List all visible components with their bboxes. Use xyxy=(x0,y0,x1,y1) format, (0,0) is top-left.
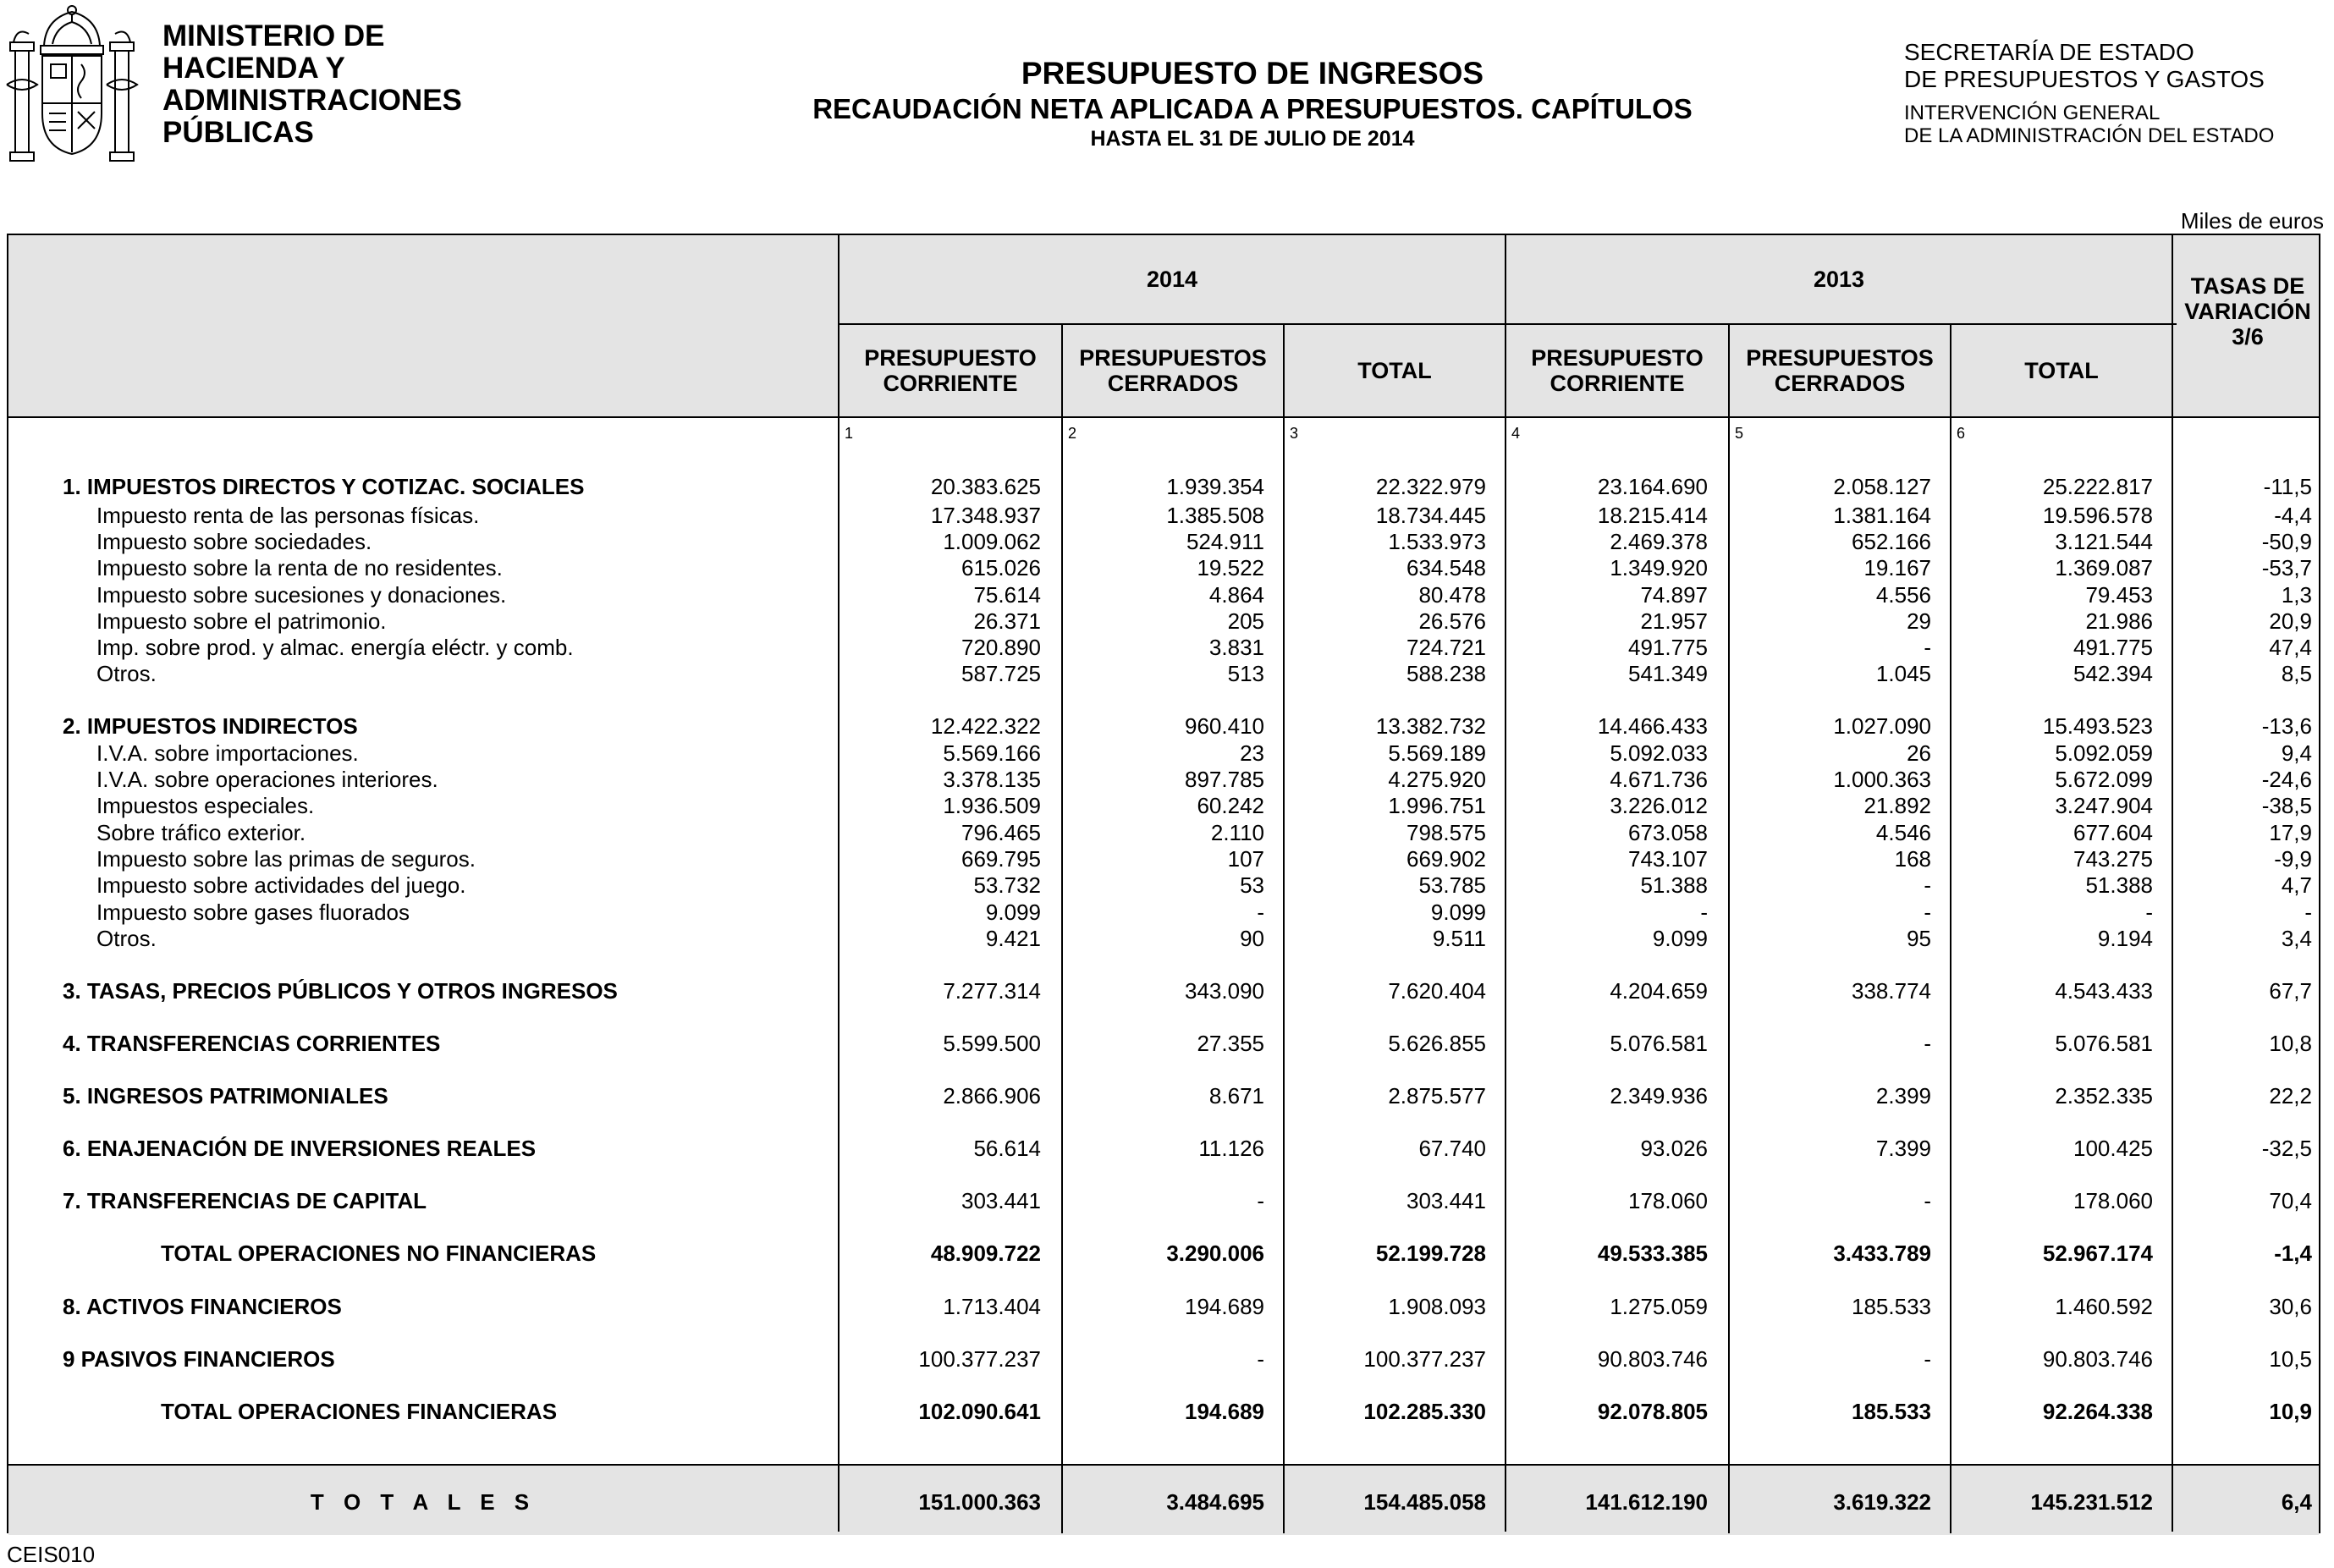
ministry-line: PÚBLICAS xyxy=(162,116,314,149)
coat-of-arms-logo xyxy=(3,3,140,166)
row-value: - xyxy=(1924,900,1931,925)
table-row xyxy=(8,555,2319,580)
row-value: 303.441 xyxy=(1406,1188,1486,1213)
row-label: Otros. xyxy=(96,926,157,951)
row-value: 1,3 xyxy=(2281,582,2312,608)
table-row xyxy=(8,1188,2319,1213)
row-value: 677.604 xyxy=(2073,820,2153,845)
row-value: 92.264.338 xyxy=(2042,1399,2153,1424)
row-value: 3.484.695 xyxy=(1166,1489,1264,1515)
row-value: 4.671.736 xyxy=(1610,767,1708,792)
row-value: 51.388 xyxy=(2085,872,2153,898)
row-value: 615.026 xyxy=(961,555,1041,580)
table-row xyxy=(8,1031,2319,1056)
row-value: - xyxy=(1257,1346,1264,1372)
row-value: 669.902 xyxy=(1406,846,1486,872)
row-value: 15.493.523 xyxy=(2042,713,2153,739)
row-value: 9.511 xyxy=(1432,926,1486,951)
row-value: 669.795 xyxy=(961,846,1041,872)
table-row xyxy=(8,582,2319,608)
row-value: 9.099 xyxy=(1430,900,1486,925)
row-value: 90.803.746 xyxy=(1597,1346,1708,1372)
secretariat-line: DE PRESUPUESTOS Y GASTOS xyxy=(1904,66,2265,92)
row-value: 8,5 xyxy=(2281,661,2312,686)
row-value: 52.199.728 xyxy=(1375,1241,1486,1266)
table-row xyxy=(8,713,2319,739)
row-value: 2.399 xyxy=(1875,1083,1931,1109)
row-value: - xyxy=(1924,635,1931,660)
row-value: 960.410 xyxy=(1185,713,1264,739)
column-number: 1 xyxy=(845,425,854,442)
row-value: 21.986 xyxy=(2085,608,2153,634)
col-header-line: CORRIENTE xyxy=(883,371,1018,396)
row-value: 1.996.751 xyxy=(1388,793,1486,818)
row-value: - xyxy=(2304,900,2312,925)
row-value: 491.775 xyxy=(1628,635,1708,660)
variation-rate-line: TASAS DE xyxy=(2190,273,2305,299)
row-value: -13,6 xyxy=(2261,713,2312,739)
row-value: 5.672.099 xyxy=(2055,767,2153,792)
row-value: 3.378.135 xyxy=(943,767,1041,792)
column-number: 6 xyxy=(1957,425,1966,442)
row-value: 2.110 xyxy=(1210,820,1264,845)
col-header-line: CORRIENTE xyxy=(1550,371,1685,396)
variation-rate-header xyxy=(2173,269,2322,354)
row-label: 6. ENAJENACIÓN DE INVERSIONES REALES xyxy=(63,1136,537,1161)
row-value: -4,4 xyxy=(2274,503,2312,528)
row-value: 49.533.385 xyxy=(1597,1241,1708,1266)
row-value: 100.377.237 xyxy=(1363,1346,1486,1372)
row-value: 178.060 xyxy=(2073,1188,2153,1213)
table-row xyxy=(8,820,2319,845)
row-value: 80.478 xyxy=(1418,582,1486,608)
col-current-budget-2013 xyxy=(1506,325,1728,416)
row-value: 145.231.512 xyxy=(2030,1489,2153,1515)
row-value: 107 xyxy=(1227,846,1264,872)
row-value: 343.090 xyxy=(1185,978,1264,1004)
row-label: 9 PASIVOS FINANCIEROS xyxy=(63,1346,335,1372)
row-value: 53.732 xyxy=(973,872,1041,898)
table-row xyxy=(8,1399,2319,1424)
row-value: 7.399 xyxy=(1875,1136,1931,1161)
col-current-budget-2014 xyxy=(839,325,1061,416)
secretariat-line: SECRETARÍA DE ESTADO xyxy=(1904,39,2194,65)
row-label: 3. TASAS, PRECIOS PÚBLICOS Y OTROS INGRESOS xyxy=(63,978,618,1004)
row-value: 90.803.746 xyxy=(2042,1346,2153,1372)
row-value: 95 xyxy=(1907,926,1931,951)
row-value: 18.734.445 xyxy=(1375,503,1486,528)
intervention-block xyxy=(1904,102,2274,147)
row-value: 5.599.500 xyxy=(943,1031,1041,1056)
table-row xyxy=(8,740,2319,766)
row-label: Otros. xyxy=(96,661,157,686)
row-value: 1.936.509 xyxy=(943,793,1041,818)
intervention-line: INTERVENCIÓN GENERAL xyxy=(1904,102,2161,124)
row-value: 102.285.330 xyxy=(1363,1399,1486,1424)
row-label: I.V.A. sobre operaciones interiores. xyxy=(96,767,438,792)
row-value: 4,7 xyxy=(2281,872,2312,898)
row-value: 14.466.433 xyxy=(1597,713,1708,739)
row-value: 588.238 xyxy=(1406,661,1486,686)
row-value: 1.460.592 xyxy=(2055,1294,2153,1319)
row-value: 74.897 xyxy=(1640,582,1708,608)
secretariat-block xyxy=(1904,39,2265,93)
row-value: 10,9 xyxy=(2269,1399,2312,1424)
row-value: 1.533.973 xyxy=(1388,529,1486,554)
row-value: -53,7 xyxy=(2261,555,2312,580)
column-number: 2 xyxy=(1068,425,1077,442)
col-header-line: PRESUPUESTO xyxy=(864,345,1037,371)
table-row xyxy=(8,1294,2319,1319)
row-value: 47,4 xyxy=(2269,635,2312,660)
row-value: 9.421 xyxy=(985,926,1041,951)
row-value: 67,7 xyxy=(2269,978,2312,1004)
row-label: Impuesto sobre gases fluorados xyxy=(96,900,410,925)
row-value: 22.322.979 xyxy=(1375,474,1486,499)
row-value: 5.076.581 xyxy=(2055,1031,2153,1056)
row-value: 30,6 xyxy=(2269,1294,2312,1319)
row-label: 1. IMPUESTOS DIRECTOS Y COTIZAC. SOCIALES xyxy=(63,474,585,499)
ministry-line: MINISTERIO DE xyxy=(162,19,385,52)
row-value: 20.383.625 xyxy=(930,474,1041,499)
ministry-line: HACIENDA Y xyxy=(162,52,345,85)
row-value: 724.721 xyxy=(1406,635,1486,660)
ministry-name xyxy=(162,20,484,149)
row-value: 9.194 xyxy=(2097,926,2153,951)
row-value: 90 xyxy=(1240,926,1264,951)
row-label: Sobre tráfico exterior. xyxy=(96,820,306,845)
row-value: 20,9 xyxy=(2269,608,2312,634)
column-number: 5 xyxy=(1735,425,1744,442)
row-label: Imp. sobre prod. y almac. energía eléctr. y comb. xyxy=(96,635,574,660)
table-row xyxy=(8,767,2319,792)
row-value: 67.740 xyxy=(1418,1136,1486,1161)
row-value: 2.866.906 xyxy=(943,1083,1041,1109)
row-value: 1.385.508 xyxy=(1166,503,1264,528)
row-value: - xyxy=(1257,900,1264,925)
row-value: 673.058 xyxy=(1628,820,1708,845)
table-row xyxy=(8,978,2319,1004)
row-value: 70,4 xyxy=(2269,1188,2312,1213)
row-value: 7.277.314 xyxy=(943,978,1041,1004)
intervention-line: DE LA ADMINISTRACIÓN DEL ESTADO xyxy=(1904,124,2275,147)
row-label: 2. IMPUESTOS INDIRECTOS xyxy=(63,713,358,739)
row-value: 9.099 xyxy=(1652,926,1708,951)
row-label: TOTAL OPERACIONES FINANCIERAS xyxy=(161,1399,558,1424)
row-value: 168 xyxy=(1894,846,1931,872)
row-value: 11.126 xyxy=(1198,1136,1264,1161)
row-value: - xyxy=(1924,1346,1931,1372)
row-value: -11,5 xyxy=(2263,474,2312,499)
row-value: 26.371 xyxy=(973,608,1041,634)
table-row xyxy=(8,1346,2319,1372)
row-value: 56.614 xyxy=(973,1136,1041,1161)
row-value: 19.596.578 xyxy=(2042,503,2153,528)
row-value: 19.167 xyxy=(1863,555,1931,580)
row-label: Impuestos especiales. xyxy=(96,793,315,818)
row-label: 4. TRANSFERENCIAS CORRIENTES xyxy=(63,1031,441,1056)
row-value: 491.775 xyxy=(2073,635,2153,660)
row-value: 17,9 xyxy=(2269,820,2312,845)
table-row xyxy=(8,846,2319,872)
row-value: -24,6 xyxy=(2261,767,2312,792)
row-value: 1.713.404 xyxy=(943,1294,1041,1319)
row-value: 141.612.190 xyxy=(1585,1489,1708,1515)
report-code: CEIS010 xyxy=(7,1542,96,1567)
row-value: 12.422.322 xyxy=(930,713,1041,739)
row-value: 52.967.174 xyxy=(2042,1241,2153,1266)
row-value: 541.349 xyxy=(1628,661,1708,686)
report-title: PRESUPUESTO DE INGRESOS xyxy=(1021,56,1484,91)
table-row xyxy=(8,926,2319,951)
row-value: 26 xyxy=(1907,740,1931,766)
col-header-line: CERRADOS xyxy=(1107,371,1239,396)
row-value: 3.121.544 xyxy=(2055,529,2153,554)
row-value: 5.569.166 xyxy=(943,740,1041,766)
row-label: T O T A L E S xyxy=(310,1489,537,1515)
row-value: -50,9 xyxy=(2261,529,2312,554)
row-label: Impuesto sobre sucesiones y donaciones. xyxy=(96,582,507,608)
row-value: 743.107 xyxy=(1628,846,1708,872)
variation-rate-line: VARIACIÓN xyxy=(2184,299,2311,324)
row-value: 4.275.920 xyxy=(1388,767,1486,792)
row-label: I.V.A. sobre importaciones. xyxy=(96,740,359,766)
row-value: 53 xyxy=(1240,872,1264,898)
col-header-line: PRESUPUESTO xyxy=(1531,345,1704,371)
row-value: 75.614 xyxy=(973,582,1041,608)
row-value: 5.092.059 xyxy=(2055,740,2153,766)
col-header-line: PRESUPUESTOS xyxy=(1746,345,1934,371)
row-value: 185.533 xyxy=(1852,1294,1931,1319)
row-value: 19.522 xyxy=(1197,555,1264,580)
column-number: 3 xyxy=(1290,425,1299,442)
row-value: 1.381.164 xyxy=(1833,503,1931,528)
row-value: 1.009.062 xyxy=(943,529,1041,554)
row-value: 185.533 xyxy=(1852,1399,1931,1424)
col-header-line: PRESUPUESTOS xyxy=(1079,345,1267,371)
row-value: 5.076.581 xyxy=(1610,1031,1708,1056)
table-row xyxy=(8,872,2319,898)
row-value: 513 xyxy=(1227,661,1264,686)
row-label: Impuesto sobre sociedades. xyxy=(96,529,372,554)
row-value: 1.027.090 xyxy=(1833,713,1931,739)
row-value: 9.099 xyxy=(985,900,1041,925)
row-value: 9,4 xyxy=(2281,740,2312,766)
row-value: 93.026 xyxy=(1640,1136,1708,1161)
row-value: 17.348.937 xyxy=(930,503,1041,528)
row-value: 27.355 xyxy=(1197,1031,1264,1056)
row-value: 21.957 xyxy=(1640,608,1708,634)
row-value: 2.352.335 xyxy=(2055,1083,2153,1109)
revenue-table xyxy=(7,234,2320,1533)
table-row xyxy=(8,529,2319,554)
row-value: 743.275 xyxy=(2073,846,2153,872)
row-value: 3.433.789 xyxy=(1833,1241,1931,1266)
row-value: 897.785 xyxy=(1185,767,1264,792)
row-label: TOTAL OPERACIONES NO FINANCIERAS xyxy=(161,1241,597,1266)
report-date: HASTA EL 31 DE JULIO DE 2014 xyxy=(1090,127,1415,151)
row-value: 10,5 xyxy=(2269,1346,2312,1372)
row-value: 7.620.404 xyxy=(1388,978,1486,1004)
row-value: 4.864 xyxy=(1208,582,1264,608)
row-value: 5.569.189 xyxy=(1388,740,1486,766)
row-value: 1.275.059 xyxy=(1610,1294,1708,1319)
row-value: 3.619.322 xyxy=(1833,1489,1931,1515)
row-value: 5.092.033 xyxy=(1610,740,1708,766)
table-row xyxy=(8,1489,2319,1515)
row-value: 79.453 xyxy=(2085,582,2153,608)
row-value: - xyxy=(1700,900,1708,925)
row-value: - xyxy=(1924,1031,1931,1056)
year-2014-header: 2014 xyxy=(1146,267,1198,292)
table-row xyxy=(8,1241,2319,1266)
row-value: 21.892 xyxy=(1863,793,1931,818)
row-value: 3,4 xyxy=(2281,926,2312,951)
row-value: 53.785 xyxy=(1418,872,1486,898)
table-row xyxy=(8,608,2319,634)
row-value: 100.377.237 xyxy=(918,1346,1041,1372)
col-total-2014: TOTAL xyxy=(1357,358,1432,383)
row-value: 524.911 xyxy=(1186,529,1264,554)
row-value: 798.575 xyxy=(1406,820,1486,845)
row-value: 3.247.904 xyxy=(2055,793,2153,818)
row-value: -38,5 xyxy=(2261,793,2312,818)
report-subtitle: RECAUDACIÓN NETA APLICADA A PRESUPUESTOS. CAPÍTULOS xyxy=(812,93,1693,124)
col-closed-budgets-2013 xyxy=(1730,325,1950,416)
row-value: 102.090.641 xyxy=(918,1399,1041,1424)
row-value: 587.725 xyxy=(961,661,1041,686)
row-value: 205 xyxy=(1227,608,1264,634)
row-value: 338.774 xyxy=(1852,978,1931,1004)
row-value: 2.875.577 xyxy=(1388,1083,1486,1109)
row-value: 3.831 xyxy=(1208,635,1264,660)
row-value: 4.556 xyxy=(1875,582,1931,608)
row-value: 652.166 xyxy=(1852,529,1931,554)
table-row xyxy=(8,900,2319,925)
row-value: 22,2 xyxy=(2269,1083,2312,1109)
row-value: 3.290.006 xyxy=(1166,1241,1264,1266)
row-value: 542.394 xyxy=(2073,661,2153,686)
table-row xyxy=(8,661,2319,686)
row-value: 92.078.805 xyxy=(1597,1399,1708,1424)
row-value: 6,4 xyxy=(2281,1489,2312,1515)
row-value: -9,9 xyxy=(2274,846,2312,872)
row-value: 1.045 xyxy=(1875,661,1931,686)
row-value: 4.546 xyxy=(1875,820,1931,845)
row-label: Impuesto renta de las personas físicas. xyxy=(96,503,480,528)
row-value: 10,8 xyxy=(2269,1031,2312,1056)
row-value: 48.909.722 xyxy=(930,1241,1041,1266)
row-value: 18.215.414 xyxy=(1597,503,1708,528)
row-label: Impuesto sobre actividades del juego. xyxy=(96,872,466,898)
row-value: 194.689 xyxy=(1185,1399,1264,1424)
col-closed-budgets-2014 xyxy=(1063,325,1283,416)
table-row xyxy=(8,474,2319,499)
table-row xyxy=(8,1136,2319,1161)
row-value: 1.349.920 xyxy=(1610,555,1708,580)
row-value: 303.441 xyxy=(961,1188,1041,1213)
row-value: 8.671 xyxy=(1208,1083,1264,1109)
row-value: 29 xyxy=(1907,608,1931,634)
ministry-line: ADMINISTRACIONES xyxy=(162,84,462,117)
row-value: -1,4 xyxy=(2274,1241,2312,1266)
row-label: 8. ACTIVOS FINANCIEROS xyxy=(63,1294,342,1319)
row-value: 2.469.378 xyxy=(1610,529,1708,554)
row-value: 194.689 xyxy=(1185,1294,1264,1319)
table-row xyxy=(8,793,2319,818)
row-label: Impuesto sobre el patrimonio. xyxy=(96,608,387,634)
table-row xyxy=(8,503,2319,528)
col-total-2013: TOTAL xyxy=(2024,358,2099,383)
col-header-line: CERRADOS xyxy=(1774,371,1906,396)
variation-rate-line: 3/6 xyxy=(2232,324,2264,349)
row-value: 178.060 xyxy=(1628,1188,1708,1213)
row-value: - xyxy=(1924,872,1931,898)
row-value: 23.164.690 xyxy=(1597,474,1708,499)
row-value: -32,5 xyxy=(2261,1136,2312,1161)
row-value: - xyxy=(1924,1188,1931,1213)
row-label: 7. TRANSFERENCIAS DE CAPITAL xyxy=(63,1188,427,1213)
row-value: 23 xyxy=(1240,740,1264,766)
row-value: 1.908.093 xyxy=(1388,1294,1486,1319)
row-value: 100.425 xyxy=(2073,1136,2153,1161)
row-value: 1.369.087 xyxy=(2055,555,2153,580)
year-2013-header: 2013 xyxy=(1813,267,1865,292)
row-value: 60.242 xyxy=(1197,793,1264,818)
row-value: 51.388 xyxy=(1640,872,1708,898)
row-value: 4.543.433 xyxy=(2055,978,2153,1004)
row-value: 2.058.127 xyxy=(1833,474,1931,499)
table-row xyxy=(8,1083,2319,1109)
row-label: 5. INGRESOS PATRIMONIALES xyxy=(63,1083,388,1109)
row-value: - xyxy=(2145,900,2153,925)
row-value: 25.222.817 xyxy=(2042,474,2153,499)
row-value: - xyxy=(1257,1188,1264,1213)
row-value: 154.485.058 xyxy=(1363,1489,1486,1515)
row-label: Impuesto sobre la renta de no residentes. xyxy=(96,555,503,580)
row-value: 26.576 xyxy=(1418,608,1486,634)
row-label: Impuesto sobre las primas de seguros. xyxy=(96,846,476,872)
row-value: 720.890 xyxy=(961,635,1041,660)
row-value: 13.382.732 xyxy=(1375,713,1486,739)
row-value: 1.939.354 xyxy=(1166,474,1264,499)
row-value: 4.204.659 xyxy=(1610,978,1708,1004)
row-value: 2.349.936 xyxy=(1610,1083,1708,1109)
row-value: 151.000.363 xyxy=(918,1489,1041,1515)
row-value: 5.626.855 xyxy=(1388,1031,1486,1056)
row-value: 796.465 xyxy=(961,820,1041,845)
row-value: 634.548 xyxy=(1406,555,1486,580)
table-row xyxy=(8,635,2319,660)
column-number: 4 xyxy=(1511,425,1521,442)
units-label: Miles de euros xyxy=(2180,208,2324,234)
row-value: 3.226.012 xyxy=(1610,793,1708,818)
row-value: 1.000.363 xyxy=(1833,767,1931,792)
